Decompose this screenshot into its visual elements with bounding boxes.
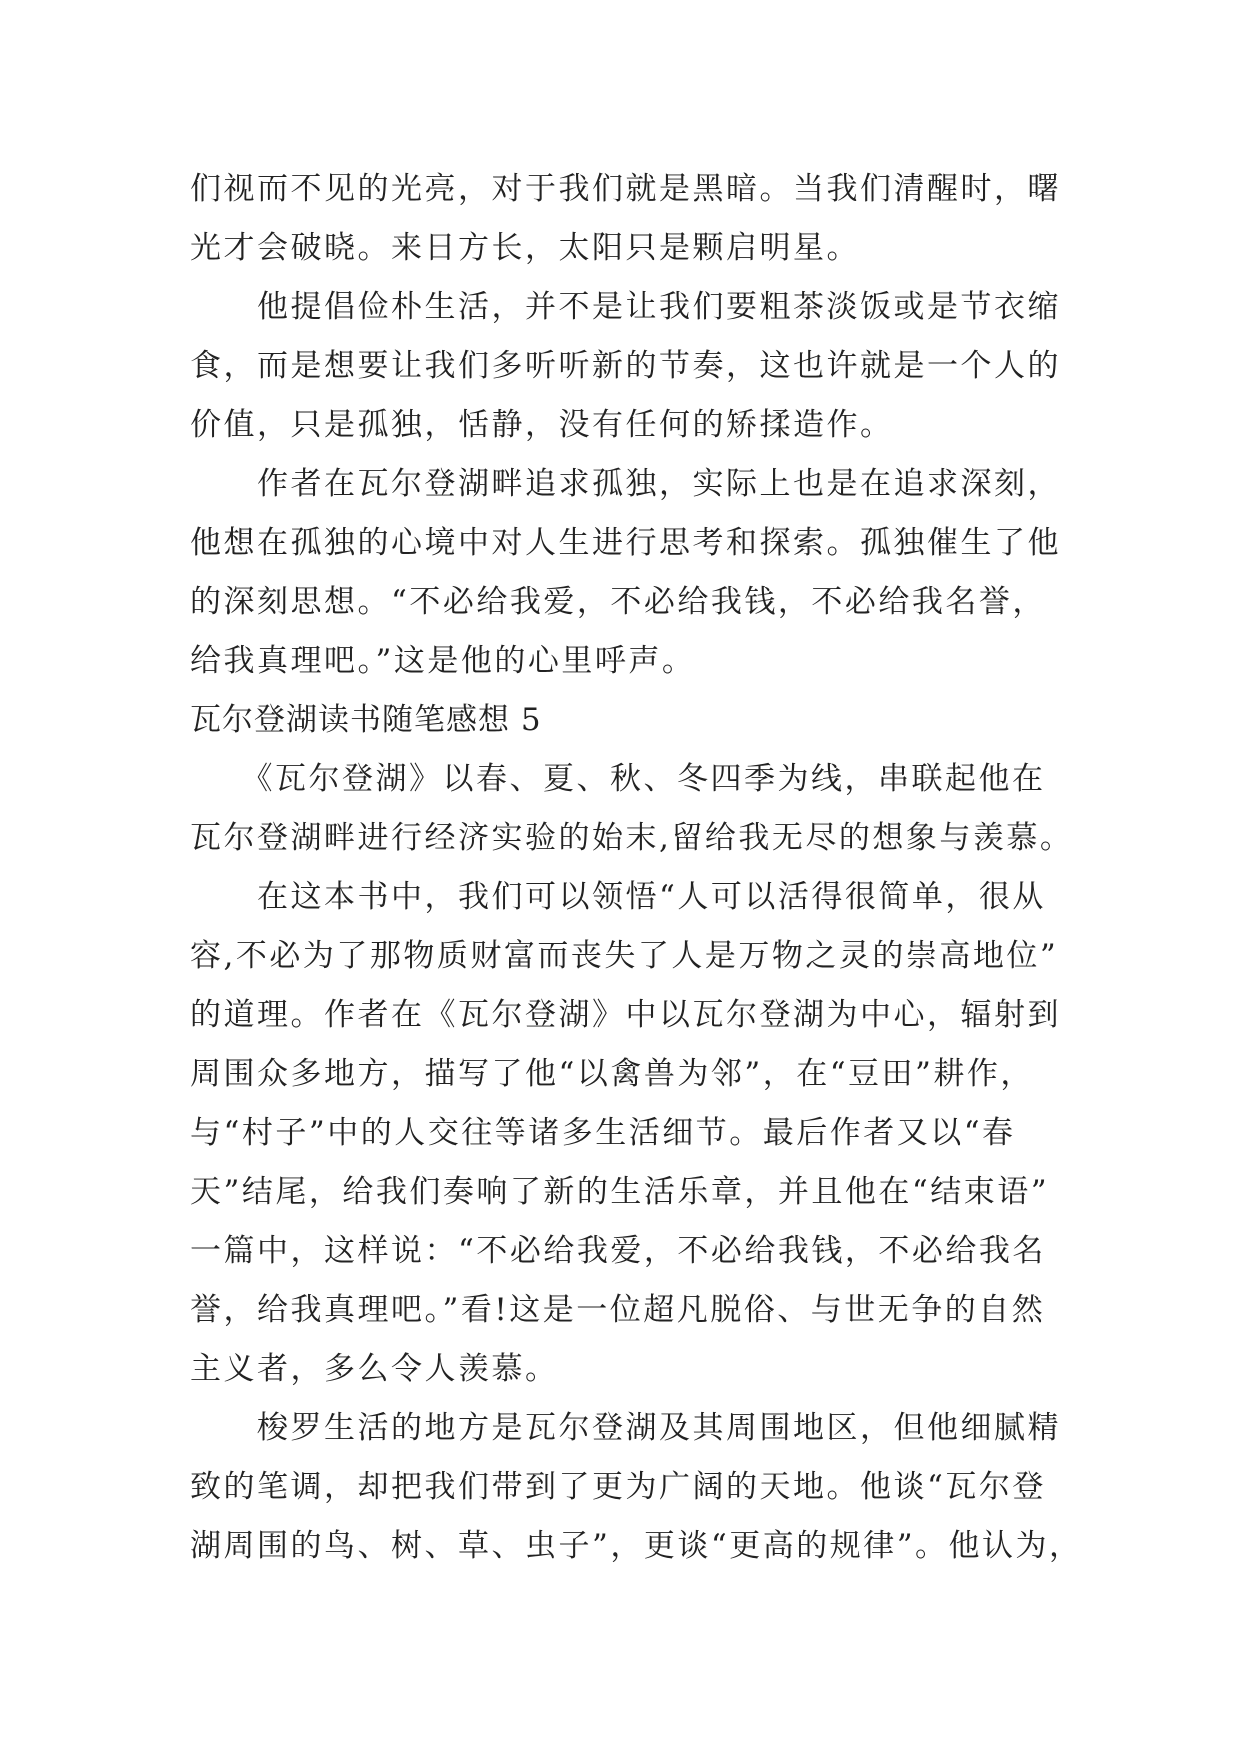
text-line: 瓦尔登湖畔进行经济实验的始末,留给我无尽的想象与羡慕。 [190, 820, 1074, 856]
text-line: 一篇中，这样说：“不必给我爱，不必给我钱，不必给我名 [190, 1233, 1046, 1269]
text-line: 们视而不见的光亮，对于我们就是黑暗。当我们清醒时，曙 [190, 171, 1061, 207]
text-line: 容,不必为了那物质财富而丧失了人是万物之灵的崇高地位” [190, 938, 1059, 974]
text-line: 给我真理吧。”这是他的心里呼声。 [190, 643, 696, 679]
text-line: 他想在孤独的心境中对人生进行思考和探索。孤独催生了他 [190, 525, 1061, 561]
text-line: 的深刻思想。“不必给我爱，不必给我钱，不必给我名誉， [190, 584, 1046, 620]
text-line: 周围众多地方，描写了他“以禽兽为邻”，在“豆田”耕作， [190, 1056, 1034, 1092]
text-line: 主义者，多么令人羡慕。 [190, 1351, 559, 1387]
text-line: 价值，只是孤独，恬静，没有任何的矫揉造作。 [190, 407, 894, 443]
text-line: 的道理。作者在《瓦尔登湖》中以瓦尔登湖为中心，辐射到 [190, 997, 1061, 1033]
text-line: 誉，给我真理吧。”看!这是一位超凡脱俗、与世无争的自然 [190, 1292, 1046, 1328]
text-line: 在这本书中，我们可以领悟“人可以活得很简单，很从 [190, 879, 1046, 915]
text-line: 与“村子”中的人交往等诸多生活细节。最后作者又以“春 [190, 1115, 1016, 1151]
section-heading: 瓦尔登湖读书随笔感想 5 [190, 702, 542, 738]
text-line: 光才会破晓。来日方长，太阳只是颗启明星。 [190, 230, 860, 266]
text-line: 他提倡俭朴生活，并不是让我们要粗茶淡饭或是节衣缩 [190, 289, 1061, 325]
text-line: 致的笔调，却把我们带到了更为广阔的天地。他谈“瓦尔登 [190, 1469, 1046, 1505]
text-line: 《瓦尔登湖》以春、夏、秋、冬四季为线，串联起他在 [190, 761, 1046, 797]
text-line: 湖周围的鸟、树、草、虫子”，更谈“更高的规律”。他认为， [190, 1528, 1083, 1564]
text-line: 作者在瓦尔登湖畔追求孤独，实际上也是在追求深刻， [190, 466, 1061, 502]
text-line: 食，而是想要让我们多听听新的节奏，这也许就是一个人的 [190, 348, 1061, 384]
text-line: 天”结尾，给我们奏响了新的生活乐章，并且他在“结束语” [190, 1174, 1050, 1210]
text-line: 梭罗生活的地方是瓦尔登湖及其周围地区，但他细腻精 [190, 1410, 1061, 1446]
document-body [190, 160, 1083, 1576]
